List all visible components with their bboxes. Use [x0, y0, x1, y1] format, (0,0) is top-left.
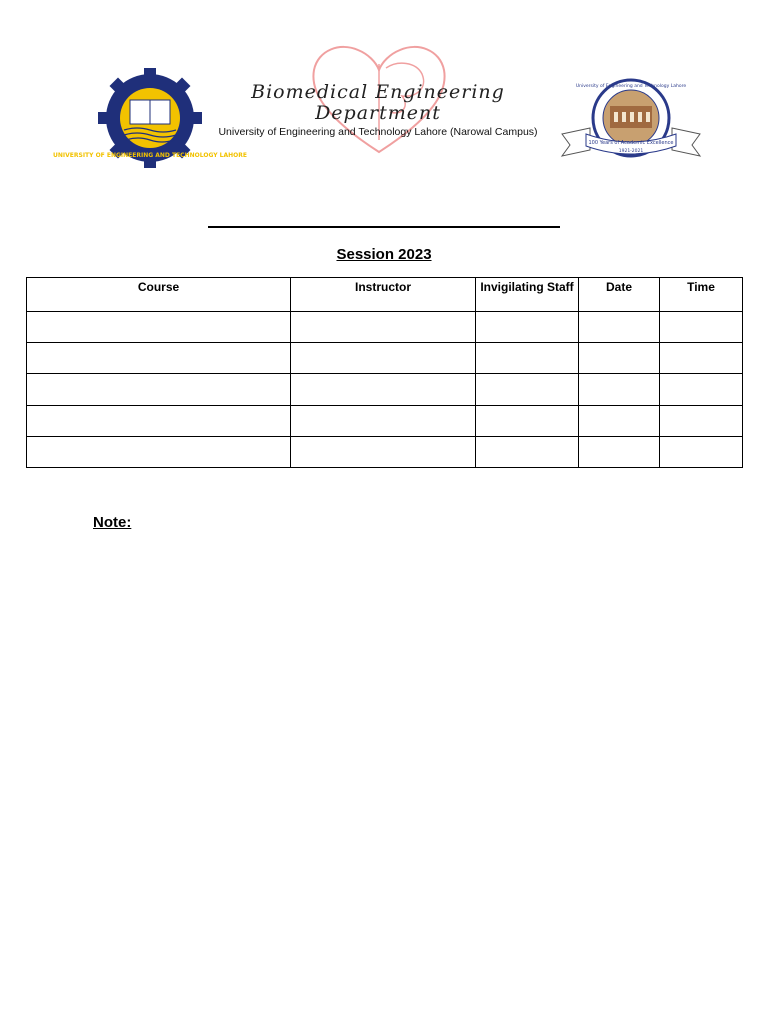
table-cell[interactable]: [476, 436, 579, 467]
table-cell[interactable]: [579, 343, 660, 374]
table-cell[interactable]: [660, 374, 743, 405]
left-logo-text: UNIVERSITY OF ENGINEERING AND TECHNOLOGY LAHORE: [53, 152, 247, 159]
uet-logo: [53, 66, 247, 170]
table-row: [27, 343, 743, 374]
table-cell[interactable]: [476, 312, 579, 343]
table-cell[interactable]: [579, 405, 660, 436]
right-logo-text: University of Engineering and Technology Lahore: [575, 84, 687, 89]
table-row: [27, 374, 743, 405]
table-cell[interactable]: [660, 436, 743, 467]
table-cell[interactable]: [660, 312, 743, 343]
right-logo-banner: 100 Years of Academic Excellence: [588, 140, 674, 146]
title-underline-rule: [208, 226, 560, 228]
session-title: Session 2023: [336, 246, 432, 263]
table-cell[interactable]: [291, 436, 476, 467]
column-header-date: Date: [579, 278, 660, 312]
table-cell[interactable]: [27, 343, 291, 374]
table-cell[interactable]: [291, 405, 476, 436]
centenary-logo: [560, 78, 702, 164]
table-cell[interactable]: [660, 343, 743, 374]
column-header-course: Course: [27, 278, 291, 312]
table-header-row: [27, 278, 743, 312]
table-row: [27, 405, 743, 436]
table-cell[interactable]: [27, 312, 291, 343]
department-title-line1: Biomedical Engineering: [251, 81, 505, 103]
column-header-time: Time: [660, 278, 743, 312]
department-title-line2: Department: [315, 102, 441, 124]
table-cell[interactable]: [291, 374, 476, 405]
column-header-instructor: Instructor: [291, 278, 476, 312]
table-row: [27, 436, 743, 467]
table-cell[interactable]: [476, 343, 579, 374]
table-cell[interactable]: [660, 405, 743, 436]
table-cell[interactable]: [579, 436, 660, 467]
note-label: Note:: [93, 514, 132, 531]
column-header-invigilating-staff: Invigilating Staff: [476, 278, 579, 312]
table-cell[interactable]: [27, 374, 291, 405]
table-cell[interactable]: [291, 343, 476, 374]
right-logo-years: 1921-2021: [618, 149, 644, 154]
table-cell[interactable]: [476, 405, 579, 436]
table-cell[interactable]: [579, 312, 660, 343]
table-cell[interactable]: [579, 374, 660, 405]
table-cell[interactable]: [27, 405, 291, 436]
table-cell[interactable]: [291, 312, 476, 343]
department-subtitle: University of Engineering and Technology Lahore (Narowal Campus): [218, 126, 538, 138]
table-row: [27, 312, 743, 343]
department-title: [218, 82, 538, 124]
table-cell[interactable]: [476, 374, 579, 405]
table-cell[interactable]: [27, 436, 291, 467]
department-banner: [218, 40, 538, 160]
exam-schedule-table: [26, 277, 743, 468]
